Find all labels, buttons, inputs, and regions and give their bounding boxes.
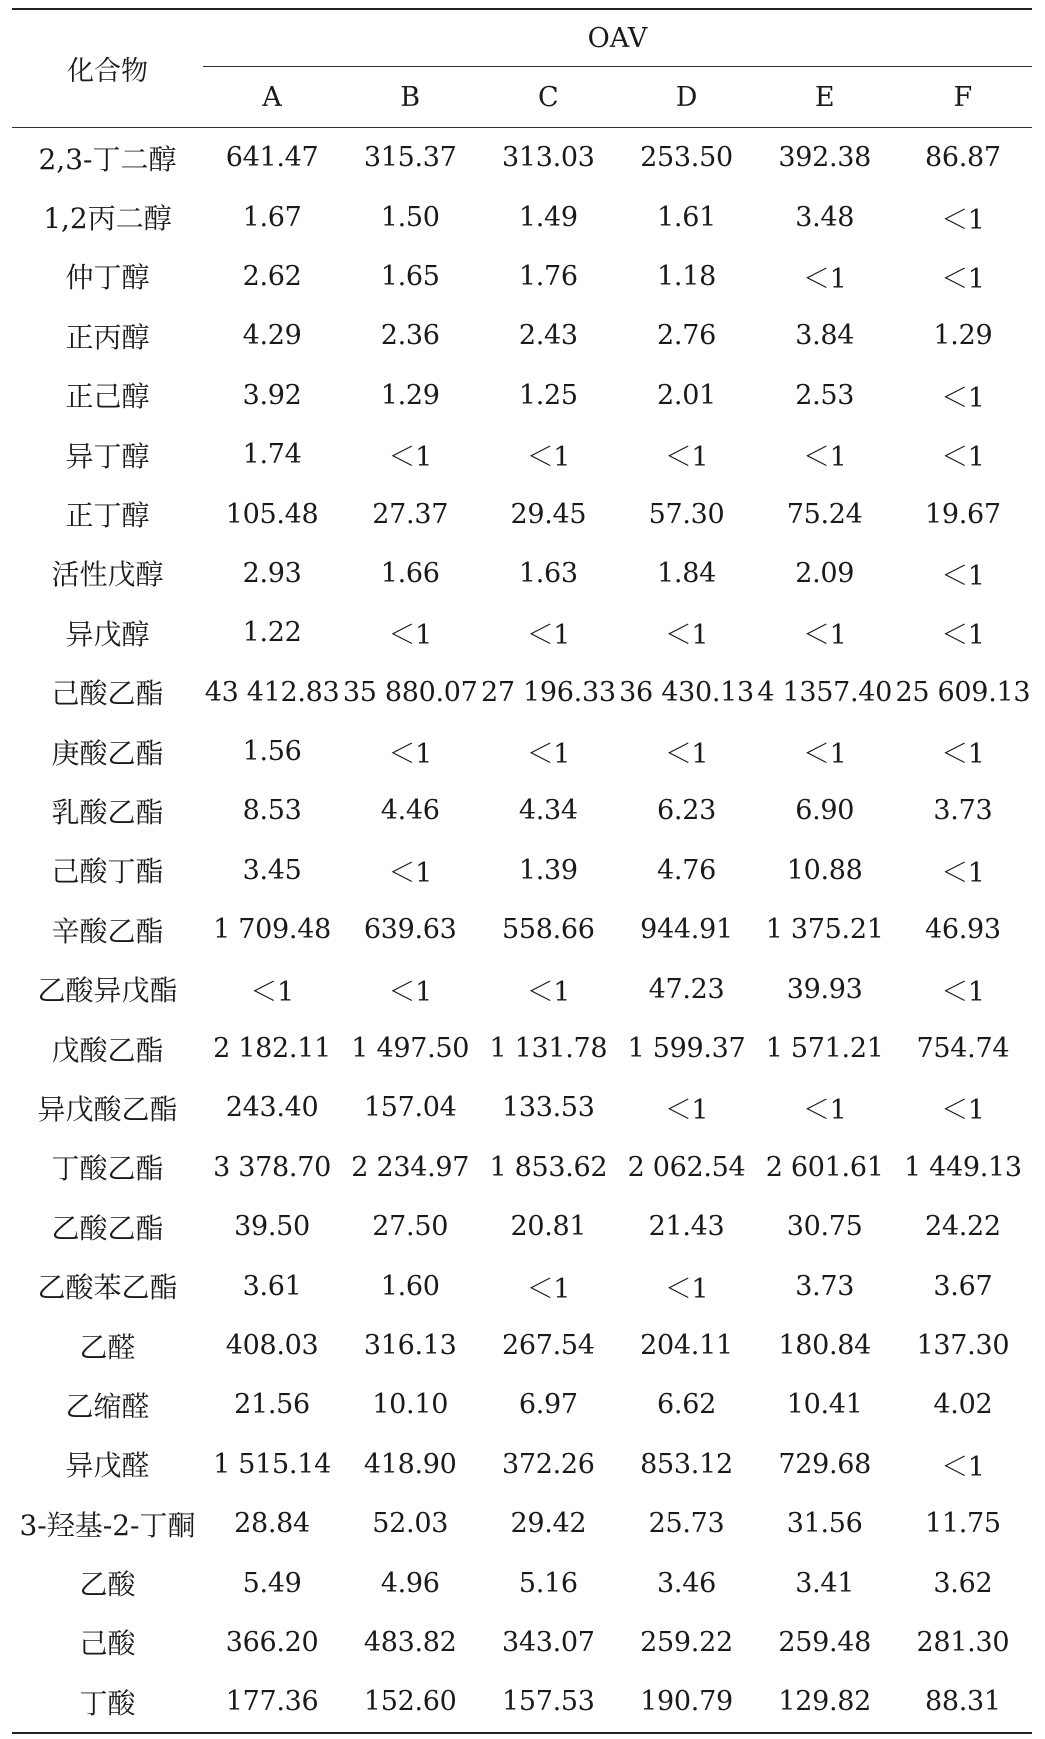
oav-value-cell: 639.63 (363, 914, 457, 946)
table-row (12, 781, 1032, 840)
compound-name-cell: 乙酸异戊酯 (37, 974, 178, 1008)
oav-value-cell: 3.92 (242, 379, 302, 411)
oav-value-cell: 408.03 (225, 1330, 319, 1361)
oav-value-cell: ＜1 (941, 739, 985, 771)
oav-value-cell: 267.54 (502, 1330, 595, 1361)
table-row (12, 959, 1032, 1018)
oav-value-cell: 2.93 (242, 557, 302, 589)
compound-name-cell: 正丙醇 (65, 320, 150, 354)
oav-value-cell: 25 609.13 (895, 676, 1031, 708)
oav-value-cell: ＜1 (802, 1095, 847, 1127)
table-header (12, 9, 1032, 128)
oav-value-cell: 204.11 (640, 1330, 733, 1361)
oav-value-cell: 1.50 (380, 201, 440, 233)
oav-value-cell: 21.56 (234, 1389, 310, 1421)
oav-value-cell: ＜1 (664, 620, 709, 652)
oav-value-cell: 29.45 (510, 498, 587, 530)
oav-value-cell: 157.04 (363, 1092, 457, 1124)
oav-value-cell: 1.65 (380, 260, 440, 292)
compound-name-cell: 正己醇 (65, 380, 150, 414)
compound-name-cell: 异戊醛 (65, 1449, 150, 1483)
oav-value-cell: ＜1 (941, 204, 985, 236)
oav-value-cell: ＜1 (802, 263, 847, 295)
oav-value-cell: 152.60 (341, 1672, 479, 1732)
oav-value-cell: ＜1 (526, 739, 571, 771)
oav-value-cell: 20.81 (510, 1211, 587, 1243)
oav-value-cell: 1.18 (657, 260, 716, 292)
oav-value-cell: 343.07 (502, 1626, 595, 1658)
oav-group-header: OAV (203, 9, 1032, 67)
oav-value-cell: 1.74 (242, 439, 302, 471)
oav-value-cell: 1.66 (380, 557, 440, 589)
oav-value-cell: 10.41 (786, 1389, 863, 1421)
oav-value-cell: ＜1 (250, 976, 294, 1008)
oav-value-cell: 281.30 (916, 1626, 1010, 1658)
oav-value-cell: ＜1 (388, 442, 432, 474)
oav-value-cell: ＜1 (388, 857, 432, 889)
oav-value-cell: 137.30 (916, 1330, 1010, 1361)
oav-value-cell: ＜1 (664, 1273, 709, 1305)
oav-value-cell: 4.76 (657, 854, 716, 886)
compound-name-cell: 异戊酸乙酯 (37, 1092, 178, 1126)
table-row (12, 544, 1032, 603)
oav-value-cell: 27.50 (372, 1211, 449, 1243)
oav-value-cell: ＜1 (941, 1095, 985, 1127)
compound-name-cell: 己酸丁酯 (51, 855, 164, 889)
table-row (12, 1375, 1032, 1434)
table-row (12, 1138, 1032, 1197)
oav-value-cell: 28.84 (234, 1508, 310, 1540)
oav-value-cell: 853.12 (640, 1448, 733, 1480)
oav-value-cell: ＜1 (941, 442, 985, 474)
oav-value-cell: 129.82 (756, 1672, 894, 1732)
oav-value-cell: 3.73 (933, 795, 993, 827)
oav-value-cell: 2.62 (242, 260, 302, 292)
oav-value-cell: 1.61 (657, 201, 716, 233)
oav-value-cell: 133.53 (502, 1092, 595, 1124)
compound-name-cell: 戊酸乙酯 (51, 1033, 164, 1067)
oav-value-cell: 418.90 (363, 1448, 457, 1480)
oav-value-cell: 25.73 (648, 1508, 725, 1540)
oav-value-cell: 372.26 (502, 1448, 595, 1480)
sample-column-header: C (479, 67, 617, 128)
oav-value-cell: 4.46 (380, 795, 440, 827)
oav-value-cell: 30.75 (786, 1211, 863, 1243)
oav-value-cell: 52.03 (372, 1508, 449, 1540)
oav-table-container (12, 8, 1032, 1734)
oav-value-cell: 754.74 (916, 1033, 1010, 1065)
oav-value-cell: 1 131.78 (489, 1033, 608, 1065)
oav-value-cell: 1.29 (380, 379, 440, 411)
oav-value-cell: 2 182.11 (213, 1033, 331, 1065)
oav-value-cell: ＜1 (526, 976, 571, 1008)
oav-value-cell: 10.10 (372, 1389, 449, 1421)
table-row (12, 1494, 1032, 1553)
table-row (12, 187, 1032, 246)
oav-value-cell: 3.73 (795, 1270, 855, 1302)
oav-value-cell: 313.03 (502, 142, 595, 174)
oav-value-cell: ＜1 (526, 1273, 571, 1305)
compound-name-cell: 丁酸 (12, 1672, 203, 1732)
oav-value-cell: 105.48 (225, 498, 319, 530)
oav-value-cell: 3.48 (795, 201, 855, 233)
sample-column-header: B (341, 67, 479, 128)
oav-value-cell: 5.16 (518, 1567, 578, 1599)
compound-name-cell: 正丁醇 (65, 499, 150, 533)
table-row (12, 900, 1032, 959)
oav-value-cell: 157.53 (479, 1672, 617, 1732)
oav-value-cell: 1.60 (380, 1270, 440, 1302)
compound-name-cell: 异丁醇 (65, 439, 150, 473)
compound-name-cell: 异戊醇 (65, 617, 150, 651)
oav-value-cell: 2.76 (657, 320, 716, 352)
oav-value-cell: 253.50 (640, 142, 733, 174)
oav-value-cell: 88.31 (894, 1672, 1032, 1732)
oav-value-cell: 1 515.14 (213, 1448, 331, 1480)
oav-value-cell: 39.93 (786, 973, 863, 1005)
table-row (12, 663, 1032, 722)
sample-column-header: A (203, 67, 341, 128)
oav-value-cell: ＜1 (526, 442, 571, 474)
oav-value-cell: 1 571.21 (765, 1033, 884, 1065)
oav-value-cell: ＜1 (664, 442, 709, 474)
oav-value-cell: 1.49 (518, 201, 578, 233)
oav-value-cell: 315.37 (363, 142, 457, 174)
sample-column-header: D (617, 67, 755, 128)
table-row (12, 1078, 1032, 1137)
compound-name-cell: 乙酸乙酯 (51, 1211, 164, 1245)
oav-value-cell: 8.53 (242, 795, 302, 827)
oav-value-cell: 259.22 (640, 1626, 733, 1658)
sample-column-header: F (894, 67, 1032, 128)
oav-value-cell: 259.48 (778, 1626, 872, 1658)
oav-value-cell: 2.43 (518, 320, 578, 352)
table-row (12, 1197, 1032, 1256)
compound-name-cell: 丁酸乙酯 (51, 1152, 164, 1186)
table-row (12, 1435, 1032, 1494)
table-row (12, 425, 1032, 484)
oav-value-cell: ＜1 (941, 263, 985, 295)
oav-value-cell: 729.68 (778, 1448, 872, 1480)
oav-value-cell: 3 378.70 (213, 1151, 331, 1183)
oav-value-cell: 19.67 (924, 498, 1001, 530)
compound-name-cell: 庚酸乙酯 (51, 736, 164, 770)
oav-value-cell: 483.82 (363, 1626, 457, 1658)
oav-value-cell: 86.87 (924, 142, 1001, 174)
compound-name-cell: 2,3-丁二醇 (38, 142, 177, 176)
table-row (12, 841, 1032, 900)
table-row (12, 1316, 1032, 1375)
oav-value-cell: 243.40 (225, 1092, 319, 1124)
compound-name-cell: 1,2丙二醇 (43, 202, 172, 236)
oav-value-cell: 1.63 (518, 557, 578, 589)
oav-value-cell: 1.56 (242, 736, 302, 768)
oav-value-cell: ＜1 (802, 620, 847, 652)
table-row (12, 247, 1032, 306)
oav-value-cell: 392.38 (778, 142, 872, 174)
oav-value-cell: 3.41 (795, 1567, 855, 1599)
oav-value-cell: 35 880.07 (342, 676, 478, 708)
compound-name-cell: 仲丁醇 (65, 261, 150, 295)
oav-value-cell: 3.45 (242, 854, 302, 886)
oav-value-cell: 177.36 (203, 1672, 341, 1732)
oav-value-cell: ＜1 (388, 739, 432, 771)
oav-value-cell: 3.67 (933, 1270, 993, 1302)
oav-value-cell: 3.62 (933, 1567, 993, 1599)
oav-value-cell: 36 430.13 (619, 676, 754, 708)
oav-value-cell: ＜1 (941, 976, 985, 1008)
compound-name-cell: 乙醛 (79, 1330, 136, 1364)
oav-value-cell: 944.91 (640, 914, 733, 946)
oav-value-cell: ＜1 (664, 739, 709, 771)
oav-value-cell: 6.97 (518, 1389, 578, 1421)
oav-value-cell: ＜1 (941, 857, 985, 889)
compound-name-cell: 乳酸乙酯 (51, 795, 164, 829)
table-row (12, 366, 1032, 425)
oav-value-cell: ＜1 (388, 620, 432, 652)
oav-value-cell: 2.09 (795, 557, 855, 589)
table-row (12, 722, 1032, 781)
oav-value-cell: 2.01 (657, 379, 716, 411)
sample-column-header: E (756, 67, 894, 128)
oav-value-cell: 10.88 (786, 854, 863, 886)
compound-name-cell: 乙酸 (79, 1568, 136, 1602)
oav-value-cell: 24.22 (924, 1211, 1001, 1243)
oav-value-cell: 1 853.62 (489, 1151, 608, 1183)
oav-value-cell: 2 062.54 (627, 1151, 746, 1183)
oav-value-cell: 1.29 (933, 320, 993, 352)
oav-value-cell: 4.34 (518, 795, 578, 827)
table-row (12, 1613, 1032, 1672)
oav-value-cell: 1 709.48 (213, 914, 331, 946)
oav-value-cell: 4.96 (380, 1567, 440, 1599)
oav-table (12, 8, 1032, 1734)
oav-value-cell: 4.29 (242, 320, 302, 352)
oav-value-cell: ＜1 (941, 620, 985, 652)
compound-name-cell: 乙酸苯乙酯 (37, 1271, 178, 1305)
oav-value-cell: ＜1 (941, 382, 985, 414)
oav-value-cell: 75.24 (786, 498, 863, 530)
oav-value-cell: ＜1 (802, 739, 847, 771)
table-row (12, 484, 1032, 543)
oav-value-cell: 43 412.83 (204, 676, 340, 708)
oav-value-cell: 3.61 (242, 1270, 302, 1302)
compound-name-cell: 己酸 (79, 1627, 136, 1661)
oav-value-cell: 11.75 (924, 1508, 1001, 1540)
oav-value-cell: 31.56 (786, 1508, 863, 1540)
oav-value-cell: 2 234.97 (351, 1151, 470, 1183)
compound-name-cell: 乙缩醛 (65, 1389, 150, 1423)
oav-value-cell: 641.47 (225, 142, 319, 174)
oav-value-cell: ＜1 (664, 1095, 709, 1127)
oav-value-cell: 39.50 (234, 1211, 310, 1243)
oav-value-cell: 21.43 (648, 1211, 725, 1243)
oav-value-cell: 1 449.13 (903, 1151, 1022, 1183)
oav-value-cell: ＜1 (941, 1451, 985, 1483)
oav-value-cell: 1 599.37 (627, 1033, 746, 1065)
oav-value-cell: 190.79 (617, 1672, 755, 1732)
oav-value-cell: 3.84 (795, 320, 855, 352)
oav-value-cell: 27 196.33 (481, 676, 616, 708)
compound-name-cell: 3-羟基-2-丁酮 (19, 1508, 196, 1542)
table-row (12, 603, 1032, 662)
oav-value-cell: 3.46 (657, 1567, 716, 1599)
oav-value-cell: 4 1357.40 (757, 676, 893, 708)
oav-value-cell: ＜1 (802, 442, 847, 474)
oav-value-cell: 558.66 (502, 914, 595, 946)
oav-value-cell: ＜1 (526, 620, 571, 652)
oav-value-cell: 2.36 (380, 320, 440, 352)
oav-value-cell: 2 601.61 (765, 1151, 884, 1183)
table-row (12, 306, 1032, 365)
oav-value-cell: 4.02 (933, 1389, 993, 1421)
oav-value-cell: 1.84 (657, 557, 716, 589)
oav-value-cell: 6.62 (657, 1389, 716, 1421)
oav-value-cell: 47.23 (648, 973, 725, 1005)
oav-value-cell: 2.53 (795, 379, 855, 411)
oav-value-cell: 29.42 (510, 1508, 587, 1540)
oav-value-cell: 5.49 (242, 1567, 302, 1599)
table-row (12, 1256, 1032, 1315)
oav-value-cell: 316.13 (363, 1330, 457, 1361)
oav-value-cell: 1 375.21 (765, 914, 884, 946)
oav-value-cell: 6.90 (795, 795, 855, 827)
oav-value-cell: 1.67 (242, 201, 302, 233)
compound-column-header: 化合物 (12, 9, 203, 128)
table-row (12, 128, 1032, 188)
compound-name-cell: 辛酸乙酯 (51, 914, 164, 948)
compound-name-cell: 活性戊醇 (51, 558, 164, 592)
table-row (12, 1553, 1032, 1612)
table-row (12, 1019, 1032, 1078)
oav-value-cell: 1.76 (518, 260, 578, 292)
oav-value-cell: 46.93 (924, 914, 1001, 946)
oav-value-cell: 366.20 (225, 1626, 319, 1658)
table-body (12, 128, 1032, 1733)
oav-value-cell: ＜1 (388, 976, 432, 1008)
table-row (12, 1672, 1032, 1732)
oav-value-cell: 57.30 (648, 498, 725, 530)
oav-value-cell: 27.37 (372, 498, 449, 530)
oav-value-cell: 1.22 (242, 617, 302, 649)
compound-name-cell: 己酸乙酯 (51, 677, 164, 711)
oav-value-cell: 1.25 (518, 379, 578, 411)
oav-value-cell: 1.39 (518, 854, 578, 886)
oav-value-cell: 180.84 (778, 1330, 872, 1361)
oav-value-cell: 1 497.50 (351, 1033, 470, 1065)
oav-value-cell: 6.23 (657, 795, 716, 827)
oav-value-cell: ＜1 (941, 560, 985, 592)
